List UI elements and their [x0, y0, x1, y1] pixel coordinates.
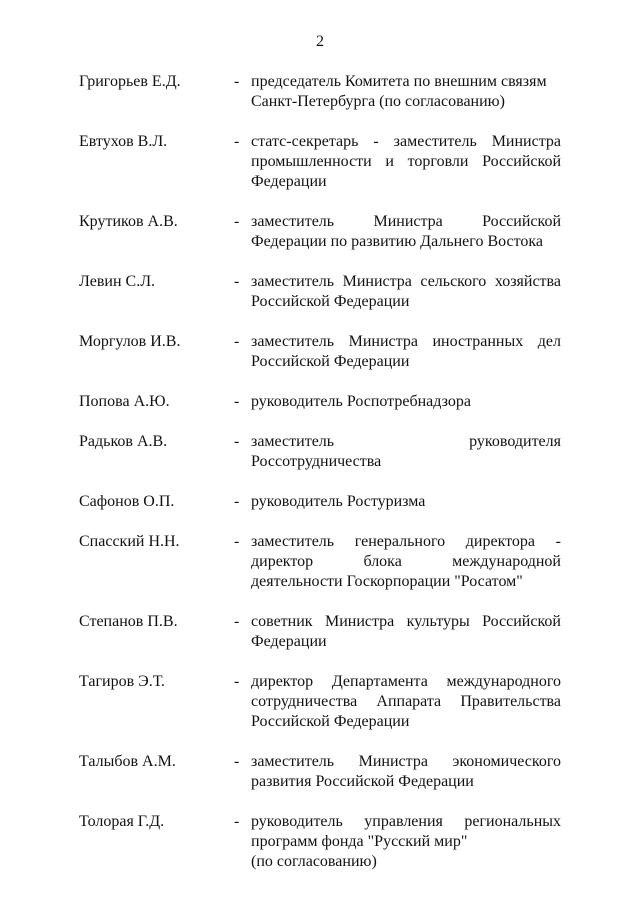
member-dash: -: [234, 393, 240, 410]
member-dash: -: [234, 673, 240, 690]
member-name: Степанов П.В.: [79, 613, 178, 630]
page-number: 2: [316, 33, 324, 50]
member-row: [79, 332, 561, 372]
member-role: руководитель Ростуризма: [251, 493, 426, 510]
member-role: заместитель Министра экономического развития Российской Федерации: [251, 753, 561, 790]
member-dash: -: [234, 73, 240, 90]
member-dash: -: [234, 333, 240, 350]
member-role: советник Министра культуры Российской Федерации: [251, 613, 561, 650]
member-list: [79, 72, 561, 892]
member-role: статс-секретарь - заместитель Министра промышленности и торговли Российской Федерации: [251, 133, 561, 190]
member-name: Попова А.Ю.: [79, 393, 170, 410]
member-role: заместитель Министра иностранных дел Российской Федерации: [251, 333, 561, 370]
member-row: [79, 812, 561, 872]
member-dash: -: [234, 493, 240, 510]
member-dash: -: [234, 533, 240, 550]
member-row: [79, 532, 561, 592]
member-role: председатель Комитета по внешним связям Санкт-Петербурга (по согласованию): [251, 73, 547, 110]
member-row: [79, 752, 561, 792]
member-name: Талыбов А.М.: [79, 753, 176, 770]
member-dash: -: [234, 753, 240, 770]
member-role: руководитель управления региональных программ фонда "Русский мир" (по согласованию): [251, 813, 561, 870]
member-name: Моргулов И.В.: [79, 333, 181, 350]
member-name: Спасский Н.Н.: [79, 533, 180, 550]
member-name: Евтухов В.Л.: [79, 133, 168, 150]
member-name: Тагиров Э.Т.: [79, 673, 165, 690]
member-dash: -: [234, 813, 240, 830]
member-role: руководитель Роспотребнадзора: [251, 393, 471, 410]
member-name: Григорьев Е.Д.: [79, 73, 181, 90]
member-role: заместитель Министра Российской Федерации по развитию Дальнего Востока: [251, 213, 561, 250]
member-row: [79, 432, 561, 472]
member-row: [79, 392, 561, 412]
member-row: [79, 272, 561, 312]
member-dash: -: [234, 273, 240, 290]
member-row: [79, 612, 561, 652]
member-role: заместитель генерального директора - директор блока международной деятельности Госкорпорации "Росатом": [251, 533, 561, 590]
member-role: заместитель руководителя Россотрудничества: [251, 433, 561, 470]
member-row: [79, 72, 561, 112]
member-dash: -: [234, 213, 240, 230]
member-role: директор Департамента международного сотрудничества Аппарата Правительства Российской Федерации: [251, 673, 561, 730]
member-name: Сафонов О.П.: [79, 493, 175, 510]
member-name: Толорая Г.Д.: [79, 813, 165, 830]
member-dash: -: [234, 433, 240, 450]
member-row: [79, 492, 561, 512]
member-dash: -: [234, 613, 240, 630]
member-row: [79, 672, 561, 732]
member-dash: -: [234, 133, 240, 150]
member-name: Левин С.Л.: [79, 273, 156, 290]
member-name: Радьков А.В.: [79, 433, 168, 450]
member-role: заместитель Министра сельского хозяйства Российской Федерации: [251, 273, 561, 310]
member-name: Крутиков А.В.: [79, 213, 178, 230]
member-row: [79, 212, 561, 252]
member-row: [79, 132, 561, 192]
